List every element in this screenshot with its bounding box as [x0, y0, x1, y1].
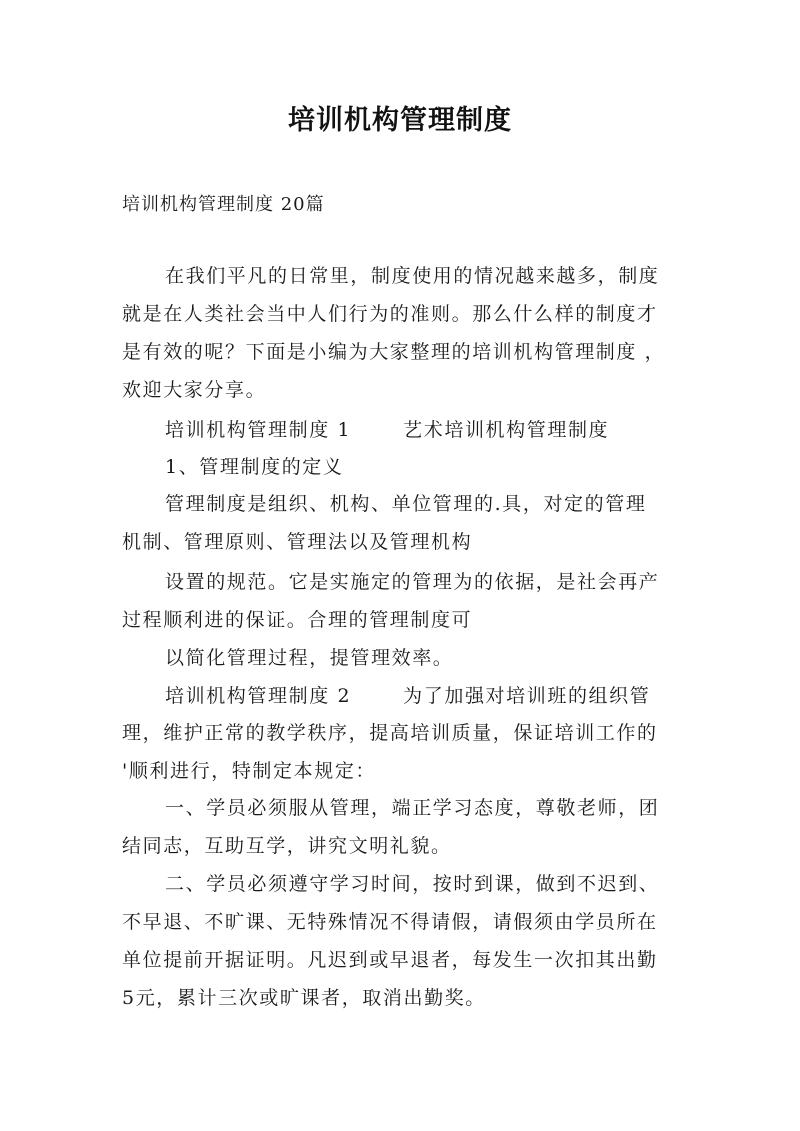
- text-line: 管理制度是组织、机构、单位管理的.具，对定的管理: [165, 493, 647, 515]
- text-line: 是有效的呢？下面是小编为大家整理的培训机构管理制度 ，: [122, 341, 666, 363]
- document-subtitle: 培训机构管理制度 20篇: [122, 194, 325, 215]
- text-line: 单位提前开据证明。凡迟到或早退者，每发生一次扣其出勤: [122, 949, 658, 971]
- text-line: 过程顺利进的保证。合理的管理制度可: [122, 609, 473, 631]
- text-line: 欢迎大家分享。: [122, 379, 267, 401]
- text-line: 二、学员必须遵守学习时间，按时到课，做到不迟到、: [165, 873, 660, 895]
- document-title: 培训机构管理制度: [288, 105, 512, 136]
- text-line: 1、管理制度的定义: [165, 456, 344, 478]
- section-title: 艺术培训机构管理制度: [403, 419, 610, 441]
- section-text: 为了加强对培训班的组织管: [403, 685, 651, 707]
- text-line: 在我们平凡的日常里，制度使用的情况越来越多，制度: [165, 265, 660, 287]
- text-line: 一、学员必须服从管理，端正学习态度，尊敬老师，团: [165, 797, 660, 819]
- text-line: '顺利进行，特制定本规定：: [122, 760, 377, 782]
- section-heading: [165, 418, 609, 442]
- text-line: 理，维护正常的教学秩序，提高培训质量，保证培训工作的: [122, 722, 658, 744]
- section-number-label: 培训机构管理制度 2: [165, 685, 352, 707]
- text-line: 以简化管理过程，提管理效率。: [165, 647, 454, 669]
- text-line: 就是在人类社会当中人们行为的准则。那么什么样的制度才: [122, 303, 658, 325]
- text-line: 设置的规范。它是实施定的管理为的依据，是社会再产: [165, 571, 660, 593]
- text-line: 不早退、不旷课、无特殊情况不得请假，请假须由学员所在: [122, 911, 658, 933]
- section-heading: [165, 684, 650, 708]
- text-line: 5元，累计三次或旷课者，取消出勤奖。: [122, 987, 486, 1009]
- text-line: 机制、管理原则、管理法以及管理机构: [122, 531, 473, 553]
- section-number-label: 培训机构管理制度 1: [165, 419, 352, 441]
- text-line: 结同志，互助互学，讲究文明礼貌。: [122, 835, 452, 857]
